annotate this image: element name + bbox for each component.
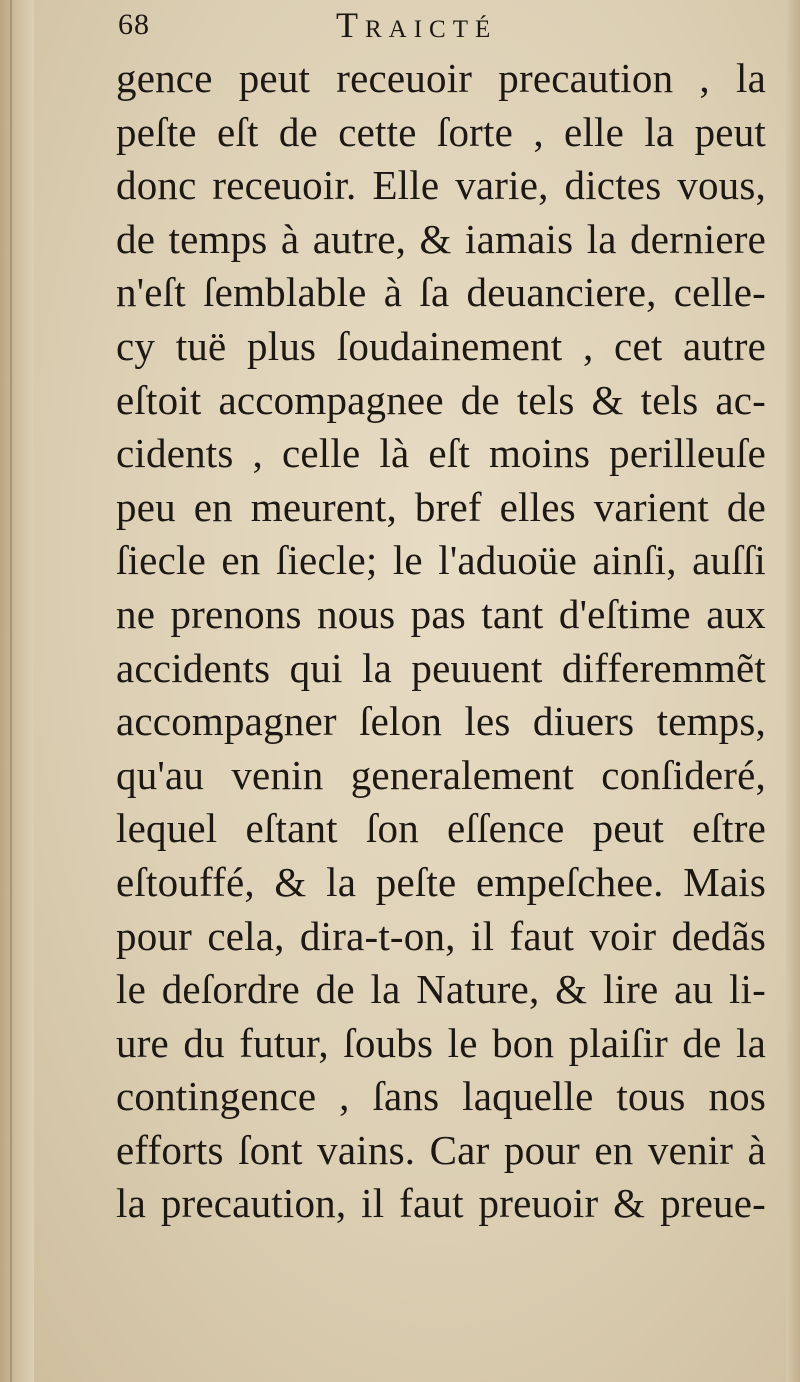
text-line: cidents , celle là eſt moins perilleuſe (116, 430, 766, 477)
bottom-margin (116, 1240, 766, 1380)
text-line: de temps à autre, & iamais la derniere (116, 215, 766, 262)
page-edge (786, 0, 800, 1382)
text-line: pour cela, dira-t-on, il faut voir dedãs (116, 912, 766, 959)
page-number: 68 (118, 8, 150, 41)
text-line: cy tuë plus ſoudainement , cet autre (116, 322, 766, 369)
text-line: contingence , ſans laquelle tous nos (116, 1073, 766, 1120)
text-line: efforts ſont vains. Car pour en venir à (116, 1126, 766, 1173)
text-line: qu'au venin generalement conſideré, (116, 751, 766, 798)
text-line: le deſordre de la Nature, & lire au li- (116, 966, 766, 1013)
text-line: eſtouffé, & la peſte empeſchee. Mais (116, 858, 766, 905)
page-gutter (0, 0, 34, 1382)
text-line: lequel eſtant ſon eſſence peut eſtre (116, 805, 766, 852)
running-head (118, 0, 758, 50)
text-line: accidents qui la peuuent differemmẽt (116, 644, 766, 691)
text-line: peſte eſt de cette ſorte , elle la peut (116, 108, 766, 155)
text-line: donc receuoir. Elle varie, dictes vous, (116, 162, 766, 209)
text-line: ſiecle en ſiecle; le l'aduoüe ainſi, auſſi (116, 537, 766, 584)
text-line: eſtoit accompagnee de tels & tels ac- (116, 376, 766, 423)
binding-line (10, 0, 12, 1382)
text-line: la precaution, il faut preuoir & preue- (116, 1180, 766, 1227)
running-head-title: Traicté (336, 5, 498, 45)
text-line: accompagner ſelon les diuers temps, (116, 698, 766, 745)
text-line: ne prenons nous pas tant d'eſtime aux (116, 590, 766, 637)
text-line: n'eſt ſemblable à ſa deuanciere, celle- (116, 269, 766, 316)
body-text (116, 52, 766, 1231)
text-line: peu en meurent, bref elles varient de (116, 483, 766, 530)
text-line: gence peut receuoir precaution , la (116, 55, 766, 101)
text-line: ure du futur, ſoubs le bon plaiſir de la (116, 1019, 766, 1066)
